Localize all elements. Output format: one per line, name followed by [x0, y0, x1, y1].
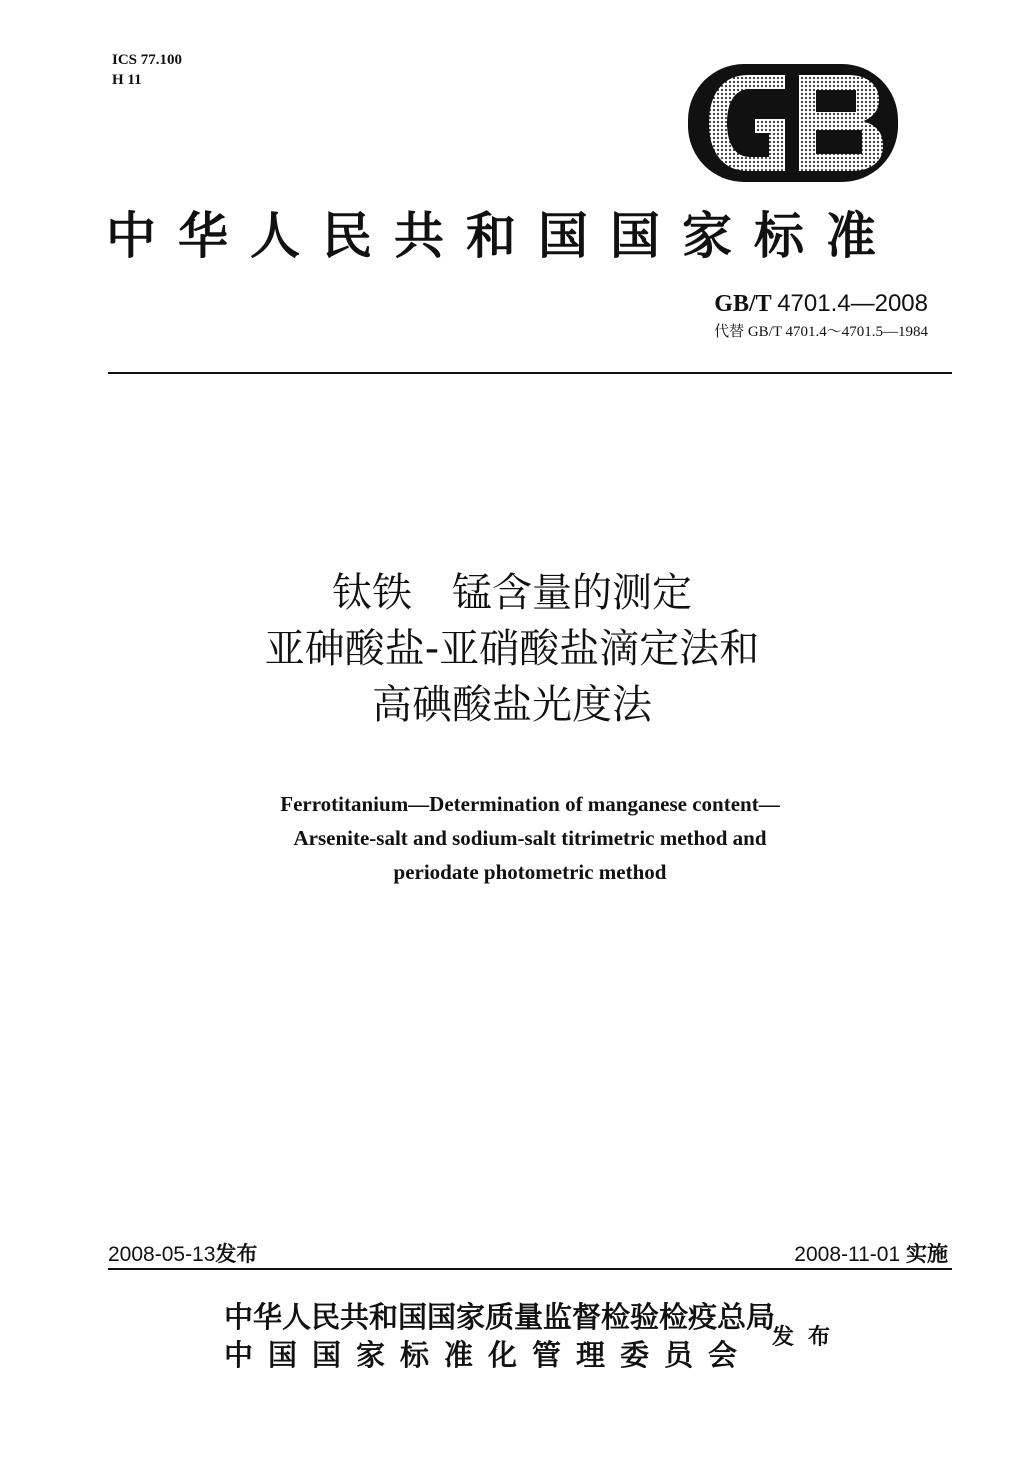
- effective-date-value: 2008-11-01: [794, 1243, 901, 1266]
- chinese-title: [0, 565, 1024, 733]
- english-title-line: Arsenite-salt and sodium-salt titrimetric method and: [293, 826, 767, 850]
- issue-date-value: 2008-05-13: [108, 1243, 216, 1266]
- english-title-line: periodate photometric method: [393, 860, 667, 884]
- standard-number: [714, 290, 928, 318]
- english-title-line: Ferrotitanium—Determination of manganese content—: [280, 792, 780, 816]
- replaces-note: 代替 GB/T 4701.4～4701.5—1984: [714, 324, 928, 340]
- issuing-authorities: [224, 1298, 775, 1374]
- issuer-aqsiq: 中华人民共和国国家质量监督检验检疫总局: [224, 1300, 776, 1334]
- chinese-title-line: 亚砷酸盐-亚硝酸盐滴定法和: [264, 626, 760, 672]
- bottom-divider: [108, 1268, 952, 1270]
- issue-date: [108, 1238, 257, 1268]
- standard-code: 4701.4—2008: [777, 290, 928, 317]
- classification-codes: [112, 50, 182, 90]
- effective-date: [794, 1238, 948, 1268]
- chinese-title-line: 钛铁 锰含量的测定: [332, 570, 692, 616]
- publish-label: 发布: [772, 1324, 845, 1350]
- gb-logo-icon: [688, 64, 898, 182]
- top-divider: [108, 372, 952, 374]
- issuer-sac: 中国国家标准化管理委员会: [224, 1338, 753, 1372]
- issue-date-label: 发布: [215, 1242, 258, 1266]
- effective-date-label: 实施: [906, 1242, 948, 1266]
- ics-code: ICS 77.100: [112, 52, 183, 68]
- gb-logo-text: GB: [688, 64, 690, 65]
- ccs-code: H 11: [112, 72, 142, 88]
- chinese-title-line: 高碘酸盐光度法: [372, 682, 652, 728]
- english-title: [0, 787, 1024, 889]
- standard-prefix: GB/T: [714, 291, 772, 317]
- national-standard-heading: 中华人民共和国国家标准: [106, 206, 898, 265]
